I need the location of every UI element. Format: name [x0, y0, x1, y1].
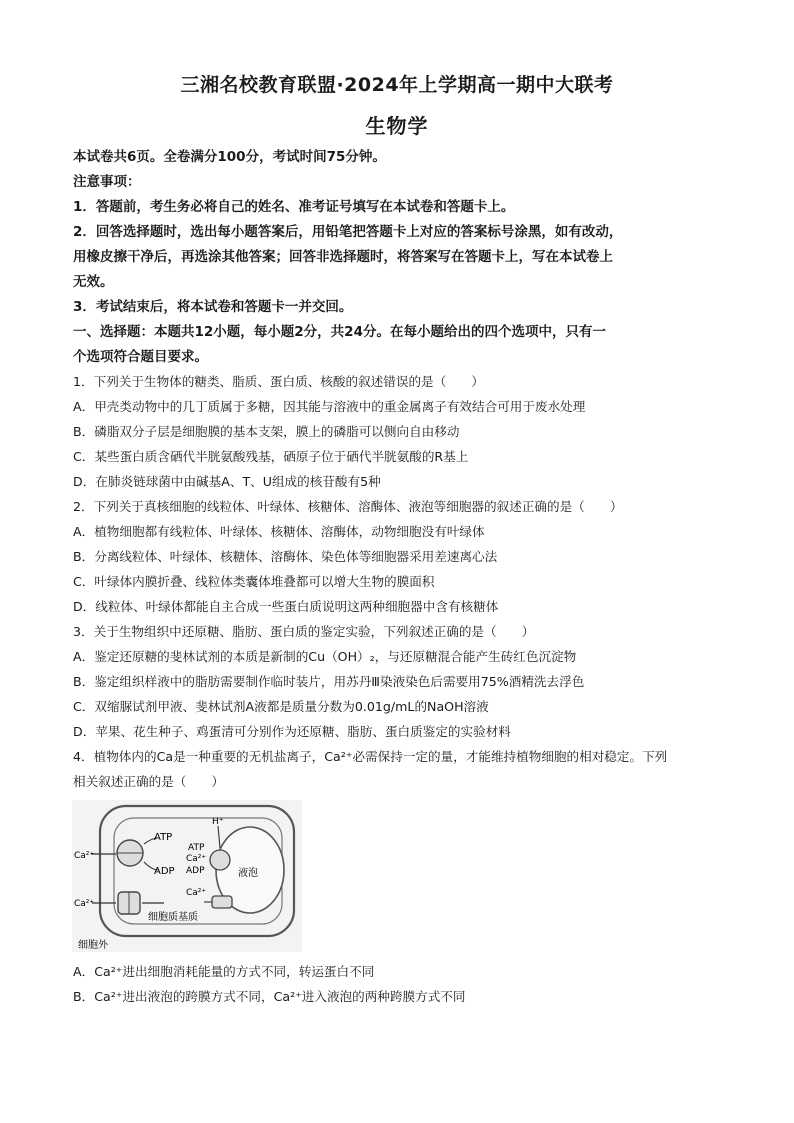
- question-1-option-a: A．甲壳类动物中的几丁质属于多糖，因其能与溶液中的重金属离子有效结合可用于废水处理: [73, 399, 586, 414]
- question-3-stem: 3．关于生物组织中还原糖、脂肪、蛋白质的鉴定实验，下列叙述正确的是（ ）: [73, 624, 535, 639]
- exam-title: 三湘名校教育联盟·2024年上学期高一期中大联考: [180, 74, 614, 96]
- label-vacuole: 液泡: [238, 868, 258, 879]
- question-2-option-c: C．叶绿体内膜折叠、线粒体类囊体堆叠都可以增大生物的膜面积: [73, 574, 435, 589]
- label-ca-bottom: Ca²⁺: [74, 899, 95, 909]
- question-2-option-d: D．线粒体、叶绿体都能自主合成一些蛋白质说明这两种细胞器中含有核糖体: [73, 599, 499, 614]
- question-4-option-b: B．Ca²⁺进出液泡的跨膜方式不同，Ca²⁺进入液泡的两种跨膜方式不同: [73, 989, 466, 1004]
- question-1-option-b: B．磷脂双分子层是细胞膜的基本支架，膜上的磷脂可以侧向自由移动: [73, 424, 460, 439]
- notice-1: 1．答题前，考生务必将自己的姓名、准考证号填写在本试卷和答题卡上。: [73, 199, 515, 215]
- question-3-option-b: B．鉴定组织样液中的脂肪需要制作临时装片，用苏丹Ⅲ染液染色后需要用75%酒精洗去浮色: [73, 674, 585, 689]
- question-3-option-d: D．苹果、花生种子、鸡蛋清可分别作为还原糖、脂肪、蛋白质鉴定的实验材料: [73, 724, 511, 739]
- question-4-option-a: A．Ca²⁺进出细胞消耗能量的方式不同，转运蛋白不同: [73, 964, 375, 979]
- notice-heading: 注意事项：: [73, 174, 141, 190]
- question-1-option-c: C．某些蛋白质含硒代半胱氨酸残基，硒原子位于硒代半胱氨酸的R基上: [73, 449, 469, 464]
- label-atp-vacuole: ATP: [188, 843, 205, 853]
- question-4-stem-line-1: 4．植物体内的Ca是一种重要的无机盐离子，Ca²⁺必需保持一定的量，才能维持植物细胞的相对稳定。下列: [73, 749, 668, 764]
- cell-transport-diagram: [72, 800, 302, 952]
- label-cytoplasm-matrix: 细胞质基质: [148, 912, 198, 923]
- label-adp: ADP: [154, 866, 175, 877]
- paper-info: 本试卷共6页。全卷满分100分，考试时间75分钟。: [73, 149, 386, 165]
- question-1-stem: 1．下列关于生物体的糖类、脂质、蛋白质、核酸的叙述错误的是（ ）: [73, 374, 485, 389]
- label-adp-vacuole: ADP: [186, 866, 205, 876]
- vacuole-antiporter: [212, 896, 232, 908]
- label-h: H⁺: [212, 817, 224, 827]
- question-1-option-d: D．在肺炎链球菌中由碱基A、T、U组成的核苷酸有5种: [73, 474, 381, 489]
- notice-3: 3．考试结束后，将本试卷和答题卡一并交回。: [73, 299, 353, 315]
- question-2-option-b: B．分离线粒体、叶绿体、核糖体、溶酶体、染色体等细胞器采用差速离心法: [73, 549, 498, 564]
- label-atp: ATP: [154, 832, 173, 843]
- section-heading-line-1: 一、选择题：本题共12小题，每小题2分，共24分。在每小题给出的四个选项中，只有一: [73, 324, 606, 340]
- section-heading-line-2: 个选项符合题目要求。: [73, 349, 208, 365]
- question-2-stem: 2．下列关于真核细胞的线粒体、叶绿体、核糖体、溶酶体、液泡等细胞器的叙述正确的是（ ）: [73, 499, 623, 514]
- label-ca-antiporter: Ca²⁺: [186, 888, 207, 898]
- subject-title: 生物学: [365, 114, 429, 138]
- question-2-option-a: A．植物细胞都有线粒体、叶绿体、核糖体、溶酶体，动物细胞没有叶绿体: [73, 524, 485, 539]
- notice-2-line-2: 用橡皮擦干净后，再选涂其他答案；回答非选择题时，将答案写在答题卡上，写在本试卷上: [73, 249, 613, 265]
- vacuole-pump: [210, 850, 230, 870]
- notice-2-line-3: 无效。: [73, 274, 114, 290]
- question-4-stem-line-2: 相关叙述正确的是（ ）: [73, 774, 225, 789]
- notice-2-line-1: 2．回答选择题时，选出每小题答案后，用铅笔把答题卡上对应的答案标号涂黑，如有改动，: [73, 224, 623, 240]
- label-ca-left: Ca²⁺: [74, 851, 95, 861]
- question-3-option-a: A．鉴定还原糖的斐林试剂的本质是新制的Cu（OH）₂，与还原糖混合能产生砖红色沉淀物: [73, 649, 577, 664]
- label-ca-vacuole: Ca²⁺: [186, 854, 207, 864]
- cell-transport-figure: [72, 800, 302, 952]
- label-outside-cell: 细胞外: [78, 940, 108, 951]
- question-3-option-c: C．双缩脲试剂甲液、斐林试剂A液都是质量分数为0.01g/mL的NaOH溶液: [73, 699, 489, 714]
